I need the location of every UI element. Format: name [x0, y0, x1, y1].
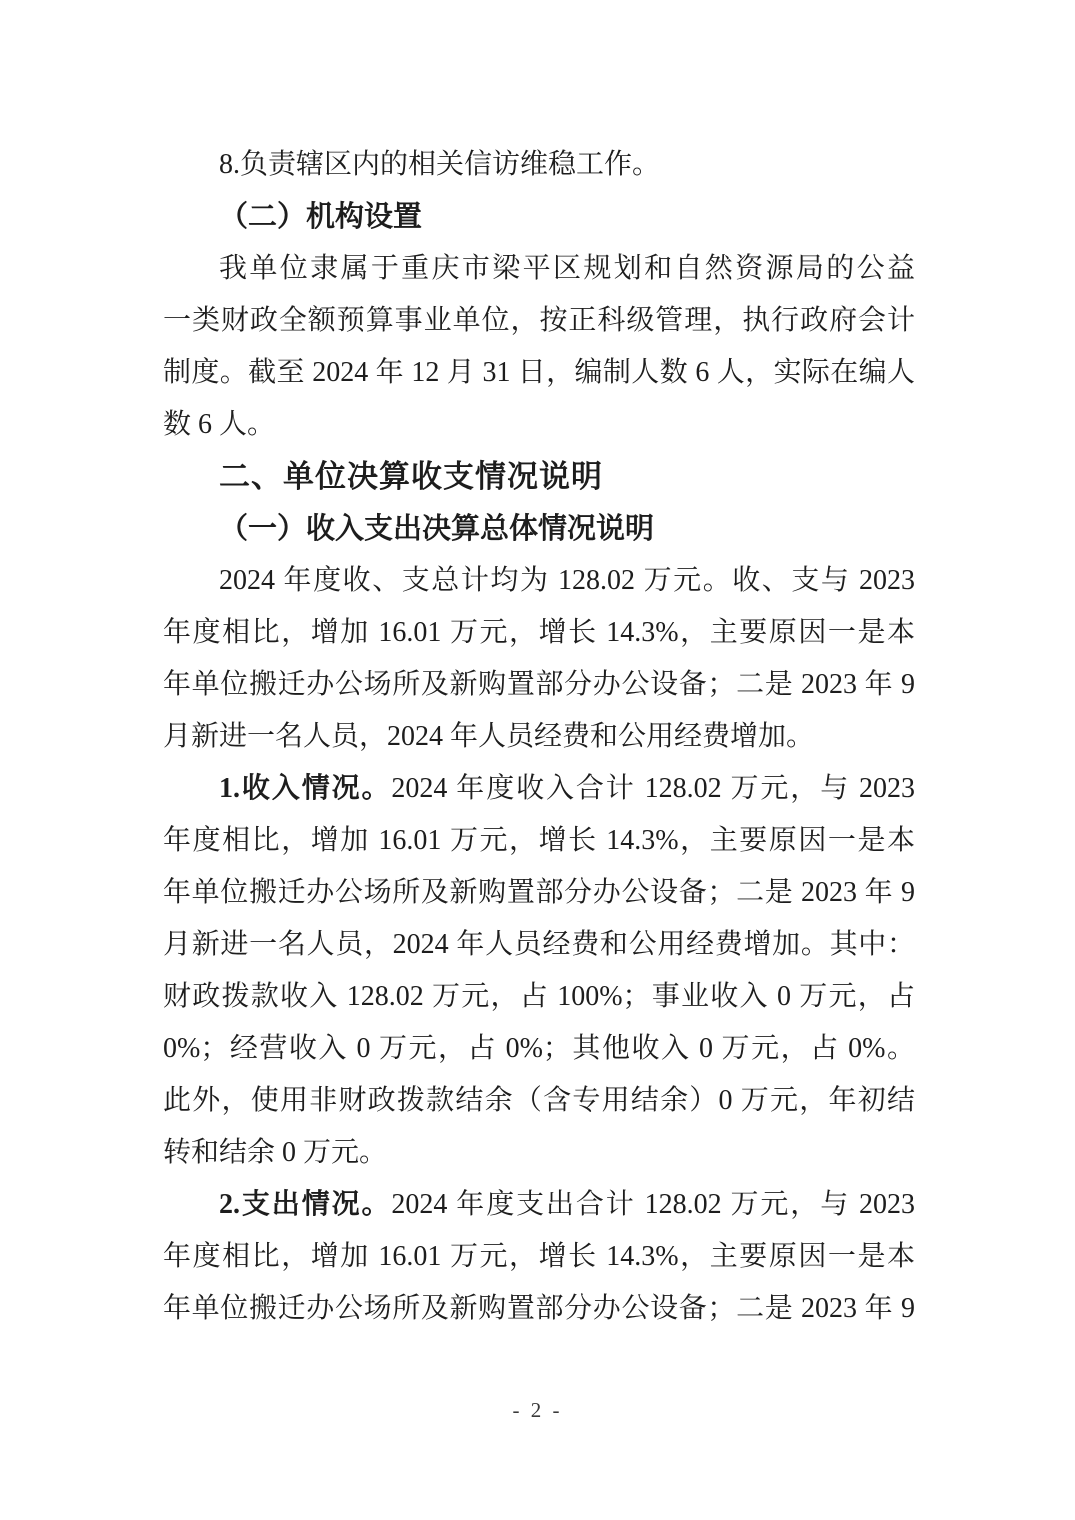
- text-line: 年单位搬迁办公场所及新购置部分办公设备；二是 2023 年 9: [163, 1293, 915, 1324]
- text-line: 1.收入情况。2024 年度收入合计 128.02 万元，与 2023: [219, 773, 915, 804]
- page-footer: [0, 1398, 1075, 1423]
- text-line: 8.负责辖区内的相关信访维稳工作。: [219, 149, 661, 180]
- document-body: [163, 139, 915, 1335]
- text-line: 年度相比，增加 16.01 万元，增长 14.3%，主要原因一是本: [163, 617, 915, 648]
- page-number: - 2 -: [512, 1398, 563, 1422]
- bold-lead: 2.支出情况。: [219, 1189, 392, 1220]
- text-line: 2.支出情况。2024 年度支出合计 128.02 万元，与 2023: [219, 1189, 915, 1220]
- text-line: 制度。截至 2024 年 12 月 31 日，编制人数 6 人，实际在编人: [163, 357, 915, 388]
- text-line: 我单位隶属于重庆市梁平区规划和自然资源局的公益: [219, 253, 915, 284]
- section-heading: 二、单位决算收支情况说明: [219, 459, 603, 494]
- text-line: 一类财政全额预算事业单位，按正科级管理，执行政府会计: [163, 305, 915, 336]
- text-line: 0%；经营收入 0 万元，占 0%；其他收入 0 万元，占 0%。: [163, 1033, 915, 1064]
- text-line: 月新进一名人员，2024 年人员经费和公用经费增加。其中：: [163, 929, 915, 960]
- text-line: 年度相比，增加 16.01 万元，增长 14.3%，主要原因一是本: [163, 825, 915, 856]
- section-heading: （一）收入支出决算总体情况说明: [219, 513, 655, 545]
- text-line: 此外，使用非财政拨款结余（含专用结余）0 万元，年初结: [163, 1085, 915, 1116]
- text-line: 月新进一名人员，2024 年人员经费和公用经费增加。: [163, 721, 815, 752]
- text-line: 财政拨款收入 128.02 万元，占 100%；事业收入 0 万元，占: [163, 981, 915, 1012]
- text-line: 年度相比，增加 16.01 万元，增长 14.3%，主要原因一是本: [163, 1241, 915, 1272]
- text-line: 年单位搬迁办公场所及新购置部分办公设备；二是 2023 年 9: [163, 669, 915, 700]
- section-heading: （二）机构设置: [219, 201, 423, 233]
- bold-lead: 1.收入情况。: [219, 773, 392, 804]
- text-line: 转和结余 0 万元。: [163, 1137, 388, 1168]
- text-line: 年单位搬迁办公场所及新购置部分办公设备；二是 2023 年 9: [163, 877, 915, 908]
- text-line: 数 6 人。: [163, 409, 276, 440]
- text-line: 2024 年度收、支总计均为 128.02 万元。收、支与 2023: [219, 565, 915, 596]
